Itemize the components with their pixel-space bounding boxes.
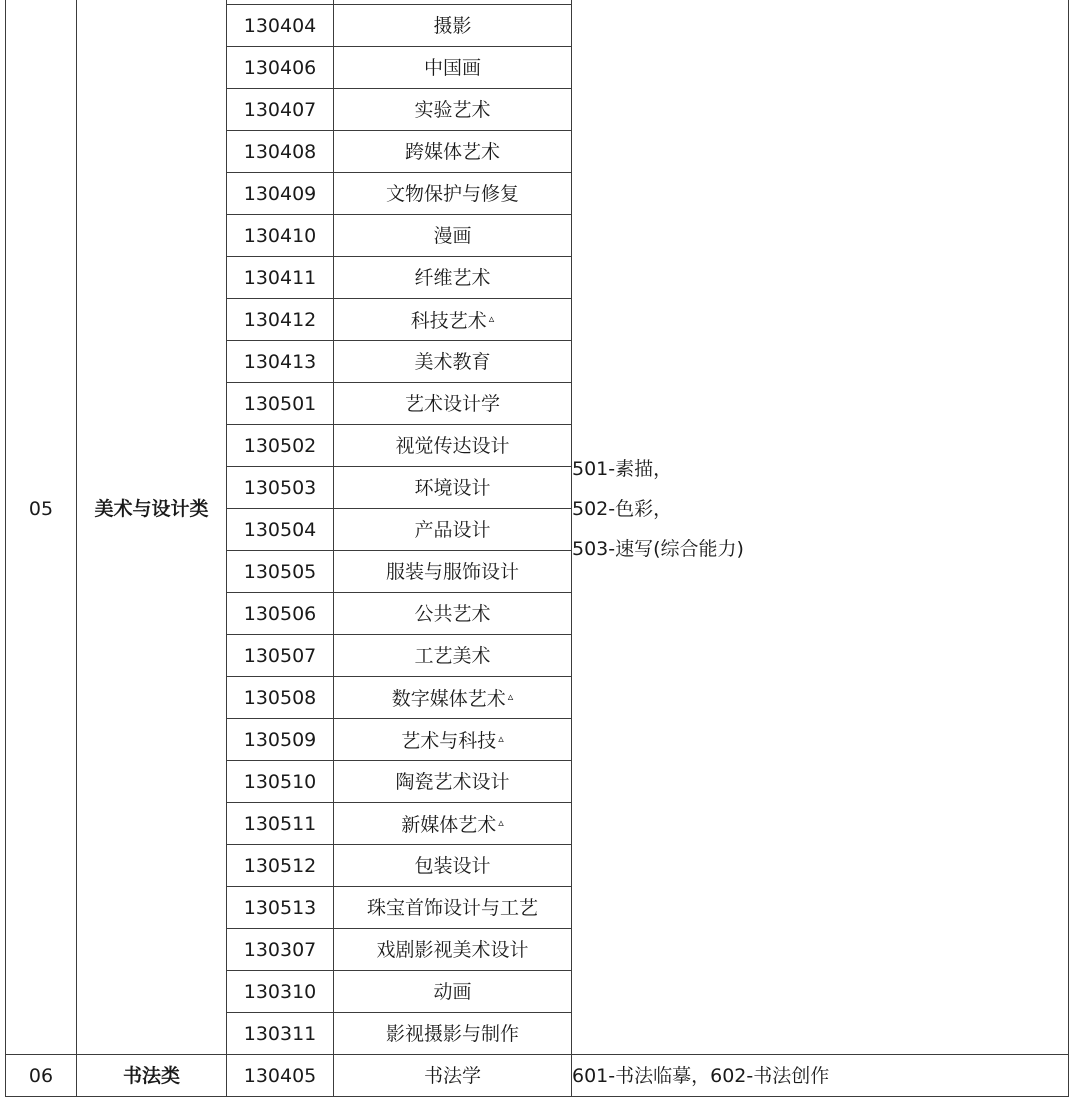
major-name-text: 艺术设计学 <box>404 392 500 415</box>
major-code: 130512 <box>227 845 334 887</box>
triangle-mark-icon: ▵ <box>498 815 504 829</box>
major-name-text: 公共艺术 <box>414 602 491 625</box>
table-body <box>6 0 1069 1097</box>
major-name-text: 漫画 <box>433 224 472 247</box>
major-name <box>334 761 572 803</box>
major-name-text: 影视摄影与制作 <box>385 1022 519 1045</box>
major-name <box>334 299 572 341</box>
major-code: 130310 <box>227 971 334 1013</box>
major-name-text: 服装与服饰设计 <box>385 560 519 583</box>
major-name <box>334 803 572 845</box>
major-code: 130412 <box>227 299 334 341</box>
major-name <box>334 677 572 719</box>
major-code: 130508 <box>227 677 334 719</box>
major-name-text: 产品设计 <box>414 518 491 541</box>
triangle-mark-icon: ▵ <box>507 689 514 703</box>
major-code: 130503 <box>227 467 334 509</box>
major-name-text: 珠宝首饰设计与工艺 <box>366 896 538 919</box>
exam-subject: 503-速写(综合能力) <box>572 537 744 560</box>
major-name <box>334 341 572 383</box>
major-name-text: 跨媒体艺术 <box>404 140 500 163</box>
major-name <box>334 89 572 131</box>
major-code: 130406 <box>227 47 334 89</box>
major-name <box>334 1055 572 1097</box>
major-name-text: 视觉传达设计 <box>395 434 510 457</box>
major-name <box>334 929 572 971</box>
major-name <box>334 47 572 89</box>
major-name-text: 包装设计 <box>414 854 491 877</box>
exam-subject: 601-书法临摹，602-书法创作 <box>572 1064 830 1087</box>
category-number: 06 <box>6 1055 77 1097</box>
major-name-text: 书法学 <box>423 1064 481 1087</box>
major-name-text: 环境设计 <box>414 476 491 499</box>
major-name <box>334 551 572 593</box>
major-code: 130513 <box>227 887 334 929</box>
major-code: 130509 <box>227 719 334 761</box>
major-name <box>334 719 572 761</box>
major-code: 130413 <box>227 341 334 383</box>
major-code: 130410 <box>227 215 334 257</box>
exam-subjects <box>572 0 1069 1055</box>
exam-subject: 502-色彩， <box>572 497 673 520</box>
category-name: 美术与设计类 <box>77 0 227 1055</box>
major-name-text: 中国画 <box>423 56 481 79</box>
exam-subjects <box>572 1055 1069 1097</box>
major-name-text: 科技艺术 <box>410 309 487 332</box>
major-name <box>334 887 572 929</box>
exam-subject: 501-素描， <box>572 457 673 480</box>
category-number: 05 <box>6 0 77 1055</box>
major-name <box>334 383 572 425</box>
major-code: 130501 <box>227 383 334 425</box>
major-code: 130411 <box>227 257 334 299</box>
major-name <box>334 509 572 551</box>
major-name <box>334 1013 572 1055</box>
major-name-text: 动画 <box>433 980 472 1003</box>
major-name <box>334 215 572 257</box>
triangle-mark-icon: ▵ <box>488 311 495 325</box>
major-code: 130504 <box>227 509 334 551</box>
major-code: 130408 <box>227 131 334 173</box>
major-name <box>334 845 572 887</box>
major-code: 130506 <box>227 593 334 635</box>
table-row <box>6 1055 1069 1097</box>
major-name <box>334 971 572 1013</box>
major-name-text: 纤维艺术 <box>414 266 491 289</box>
major-name <box>334 5 572 47</box>
major-name-text: 摄影 <box>433 14 472 37</box>
major-name <box>334 257 572 299</box>
major-code: 130505 <box>227 551 334 593</box>
major-code: 130511 <box>227 803 334 845</box>
major-name <box>334 635 572 677</box>
major-code: 130307 <box>227 929 334 971</box>
category-name: 书法类 <box>77 1055 227 1097</box>
major-name-text: 陶瓷艺术设计 <box>395 770 510 793</box>
major-name <box>334 131 572 173</box>
major-code: 130409 <box>227 173 334 215</box>
majors-table <box>5 0 1069 1097</box>
triangle-mark-icon: ▵ <box>498 731 504 745</box>
major-name <box>334 425 572 467</box>
major-name-text: 数字媒体艺术 <box>391 687 506 710</box>
major-name-text: 新媒体艺术 <box>401 813 497 836</box>
major-name-text: 戏剧影视美术设计 <box>376 938 529 961</box>
major-code: 130502 <box>227 425 334 467</box>
major-code: 130510 <box>227 761 334 803</box>
major-name-text: 文物保护与修复 <box>385 182 519 205</box>
major-code: 130404 <box>227 5 334 47</box>
major-name <box>334 467 572 509</box>
major-code: 130405 <box>227 1055 334 1097</box>
major-name-text: 美术教育 <box>414 350 491 373</box>
major-name-text: 工艺美术 <box>414 644 491 667</box>
major-code: 130507 <box>227 635 334 677</box>
major-name <box>334 173 572 215</box>
major-name-text: 实验艺术 <box>414 98 491 121</box>
major-name <box>334 593 572 635</box>
major-code: 130407 <box>227 89 334 131</box>
major-name-text: 艺术与科技 <box>401 729 497 752</box>
major-code: 130311 <box>227 1013 334 1055</box>
